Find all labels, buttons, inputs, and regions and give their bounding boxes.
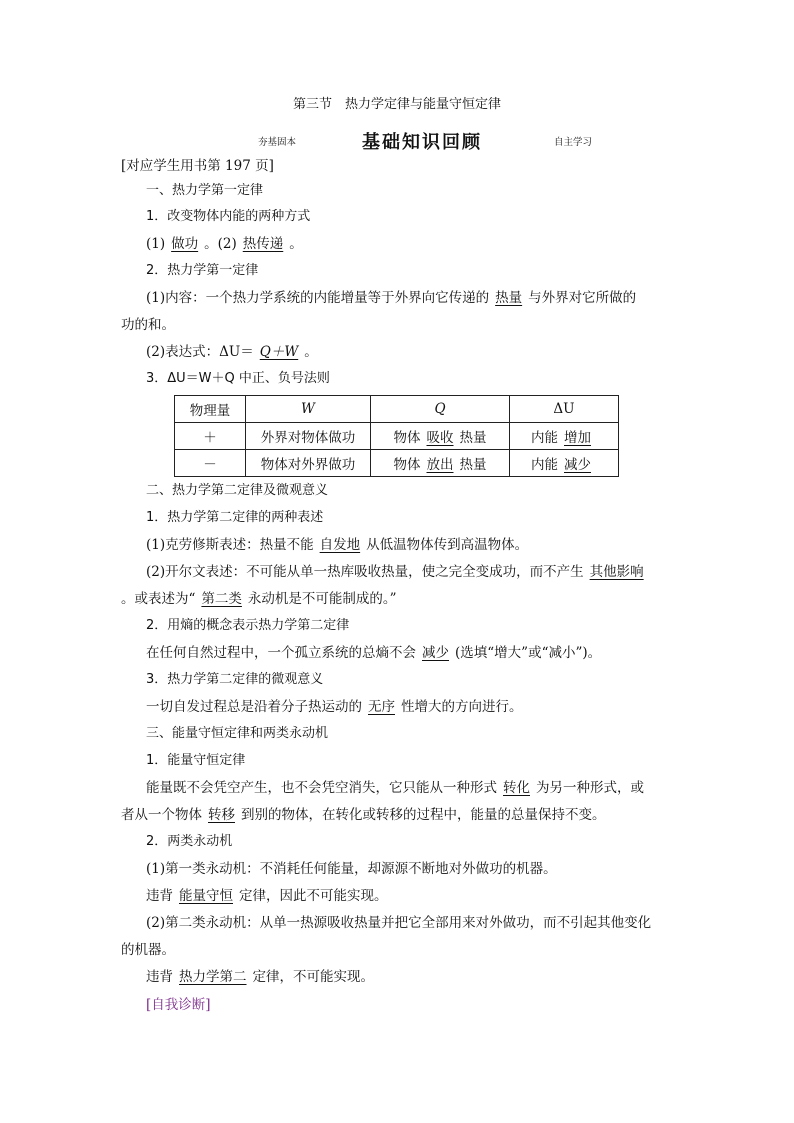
fill-blank: Q＋W	[259, 344, 299, 360]
fill-blank: 无序	[368, 699, 395, 715]
fill-blank: 增加	[564, 430, 591, 446]
table-cell: W	[246, 396, 371, 423]
s1-item-3: 3．ΔU＝W＋Q 中正、负号法则	[146, 371, 330, 386]
s1-content-cont: 功的和。	[121, 317, 175, 333]
s3-law-cont: 者从一个物体 转移 到别的物体，在转化或转移的过程中，能量的总量保持不变。	[121, 807, 606, 823]
s2-item-2: 2．用熵的概念表示热力学第二定律	[146, 618, 350, 633]
fill-blank: 热力学第二	[179, 969, 247, 985]
s1-content: (1)内容：一个热力学系统的内能增量等于外界向它传递的 热量 与外界对它所做的	[146, 290, 637, 306]
s2-micro: 一切自发过程总是沿着分子热运动的 无序 性增大的方向进行。	[146, 699, 523, 715]
table-cell: ＋	[175, 423, 246, 450]
banner-right: 自主学习	[554, 137, 593, 148]
s2-entropy: 在任何自然过程中，一个孤立系统的总熵不会 减少 (选填“增大”或“减小”)。	[146, 645, 602, 661]
banner-center: 基础知识回顾	[362, 132, 482, 153]
table-cell: ΔU	[510, 396, 619, 423]
book-reference: [对应学生用书第 197 页]	[121, 158, 274, 174]
s2-item-3: 3．热力学第二定律的微观意义	[146, 672, 324, 687]
s2-clausius: (1)克劳修斯表述：热量不能 自发地 从低温物体传到高温物体。	[146, 537, 529, 553]
s1-ways: (1) 做功 。(2) 热传递 。	[146, 236, 303, 252]
section-banner	[0, 128, 794, 152]
fill-blank: 转移	[208, 807, 235, 823]
table-cell: 物体 放出 热量	[371, 450, 510, 477]
table-cell: 物理量	[175, 396, 246, 423]
fill-blank: 热传递	[242, 236, 284, 252]
s3-machine-2-violation: 违背 热力学第二 定律，不可能实现。	[146, 969, 374, 985]
fill-blank: 自发地	[319, 537, 361, 553]
table-cell: 外界对物体做功	[246, 423, 371, 450]
table-cell: Q	[371, 396, 510, 423]
table-cell: 内能 增加	[510, 423, 619, 450]
page-title: 第三节 热力学定律与能量守恒定律	[292, 97, 501, 112]
s1-expression: (2)表达式：ΔU＝ Q＋W 。	[146, 344, 318, 360]
s2-kelvin-cont: 。或表述为“ 第二类 永动机是不可能制成的。”	[121, 591, 397, 607]
self-diagnosis-label: [自我诊断]	[146, 997, 211, 1013]
fill-blank: 热量	[495, 290, 523, 306]
section-1-heading: 一、热力学第一定律	[146, 183, 264, 198]
s2-item-1: 1．热力学第二定律的两种表述	[146, 510, 324, 525]
table-row	[175, 450, 619, 477]
fill-blank: 吸收	[426, 430, 454, 446]
table-cell: 物体 吸收 热量	[371, 423, 510, 450]
table-row	[175, 423, 619, 450]
s3-machine-2: (2)第二类永动机：从单一热源吸收热量并把它全部用来对外做功，而不引起其他变化	[146, 915, 652, 931]
fill-blank: 第二类	[201, 591, 242, 607]
s2-kelvin: (2)开尔文表述：不可能从单一热库吸收热量，使之完全变成功，而不产生 其他影响	[146, 562, 706, 582]
section-2-heading: 二、热力学第二定律及微观意义	[146, 483, 329, 498]
fill-blank: 转化	[503, 780, 530, 796]
fill-blank: 做功	[171, 236, 199, 252]
table-cell: 内能 减少	[510, 450, 619, 477]
s3-machine-1-violation: 违背 能量守恒 定律，因此不可能实现。	[146, 888, 388, 904]
s3-law: 能量既不会凭空产生，也不会凭空消失，它只能从一种形式 转化 为另一种形式，或	[146, 780, 644, 796]
table-header-row	[175, 396, 619, 423]
s1-item-2: 2．热力学第一定律	[146, 263, 259, 278]
fill-blank: 能量守恒	[179, 888, 233, 904]
banner-left: 夯基固本	[258, 137, 297, 148]
sign-rule-table	[174, 395, 619, 477]
s3-machine-2-cont: 的机器。	[121, 942, 175, 958]
fill-blank: 减少	[422, 645, 449, 661]
s3-item-2: 2．两类永动机	[146, 834, 233, 849]
s3-machine-1: (1)第一类永动机：不消耗任何能量，却源源不断地对外做功的机器。	[146, 861, 557, 877]
fill-blank: 减少	[564, 457, 591, 473]
s3-item-1: 1．能量守恒定律	[146, 753, 246, 768]
s1-item-1: 1．改变物体内能的两种方式	[146, 209, 311, 224]
table-cell: －	[175, 450, 246, 477]
fill-blank: 放出	[426, 457, 454, 473]
table-cell: 物体对外界做功	[246, 450, 371, 477]
fill-blank: 其他影响	[589, 564, 644, 580]
section-3-heading: 三、能量守恒定律和两类永动机	[146, 726, 329, 741]
